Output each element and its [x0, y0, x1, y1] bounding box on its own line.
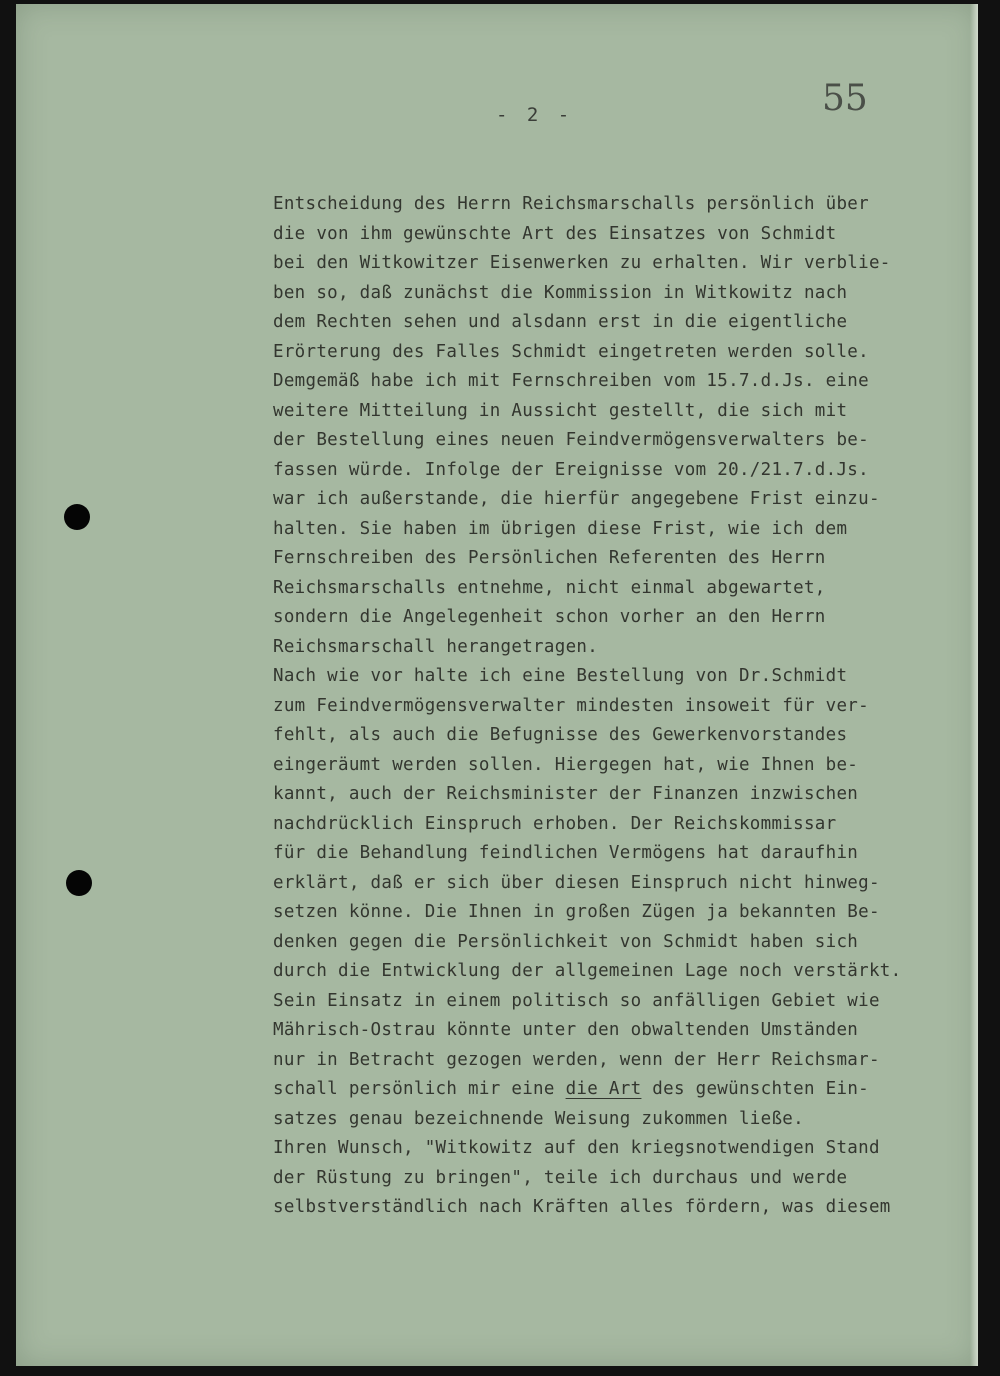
text-line-head: schall persönlich mir eine	[273, 1079, 566, 1099]
text-line: nur in Betracht gezogen werden, wenn der Herr Reichsmar-	[273, 1049, 880, 1070]
text-line: Ihren Wunsch, "Witkowitz auf den kriegsnotwendigen Stand	[273, 1138, 880, 1158]
text-line: Nach wie vor halte ich eine Bestellung von Dr.Schmidt	[273, 666, 848, 686]
text-line: halten. Sie haben im übrigen diese Frist, wie ich dem	[273, 518, 848, 539]
punch-hole	[66, 870, 92, 896]
text-line: fehlt, als auch die Befugnisse des Gewerkenvorstandes	[273, 725, 848, 745]
text-line: nachdrücklich Einspruch erhoben. Der Reichskommissar	[273, 813, 837, 834]
text-line: durch die Entwicklung der allgemeinen Lage noch verstärkt.	[273, 961, 902, 981]
text-line: Reichsmarschall herangetragen.	[273, 636, 599, 657]
text-line: denken gegen die Persönlichkeit von Schmidt haben sich	[273, 931, 859, 952]
text-line: kannt, auch der Reichsminister der Finanzen inzwischen	[273, 784, 859, 804]
text-line: Sein Einsatz in einem politisch so anfälligen Gebiet wie	[273, 990, 880, 1011]
text-line: Reichsmarschalls entnehme, nicht einmal abgewartet,	[273, 577, 826, 598]
text-line: erklärt, daß er sich über diesen Einspruch nicht hinweg-	[273, 872, 880, 893]
text-line: eingeräumt werden sollen. Hiergegen hat, wie Ihnen be-	[273, 754, 859, 775]
punch-hole	[64, 504, 90, 530]
document-page	[16, 4, 978, 1366]
text-line: dem Rechten sehen und alsdann erst in die eigentliche	[273, 312, 848, 332]
text-line: Erörterung des Falles Schmidt eingetreten werden solle.	[273, 341, 869, 362]
text-line: war ich außerstande, die hierfür angegebene Frist einzu-	[273, 489, 880, 509]
text-line: der Rüstung zu bringen", teile ich durchaus und werde	[273, 1167, 848, 1188]
text-line: weitere Mitteilung in Aussicht gestellt, die sich mit	[273, 400, 848, 421]
text-line: sondern die Angelegenheit schon vorher an den Herrn	[273, 607, 826, 627]
text-line: satzes genau bezeichnende Weisung zukommen ließe.	[273, 1108, 804, 1129]
text-line: ben so, daß zunächst die Kommission in Witkowitz nach	[273, 282, 848, 303]
text-line-tail: des gewünschten Ein-	[641, 1079, 869, 1099]
text-line: für die Behandlung feindlichen Vermögens hat daraufhin	[273, 843, 859, 863]
folio-number: 55	[822, 78, 868, 119]
text-line: Fernschreiben des Persönlichen Referenten des Herrn	[273, 548, 826, 568]
text-line: Demgemäß habe ich mit Fernschreiben vom 15.7.d.Js. eine	[273, 371, 869, 391]
text-line	[273, 1075, 993, 1105]
letter-body	[273, 190, 993, 1223]
page-number: - 2 -	[496, 104, 574, 126]
text-line: selbstverständlich nach Kräften alles fördern, was diesem	[273, 1197, 891, 1217]
text-line: der Bestellung eines neuen Feindvermögensverwalters be-	[273, 430, 869, 450]
text-line: die von ihm gewünschte Art des Einsatzes von Schmidt	[273, 223, 837, 244]
text-line: fassen würde. Infolge der Ereignisse vom 20./21.7.d.Js.	[273, 459, 869, 480]
text-line: zum Feindvermögensverwalter mindesten insoweit für ver-	[273, 695, 869, 716]
text-line: setzen könne. Die Ihnen in großen Zügen ja bekannten Be-	[273, 902, 880, 922]
text-line: Mährisch-Ostrau könnte unter den obwaltenden Umständen	[273, 1020, 859, 1040]
text-line: bei den Witkowitzer Eisenwerken zu erhalten. Wir verblie-	[273, 253, 891, 273]
underlined-phrase: die Art	[565, 1079, 642, 1099]
text-line: Entscheidung des Herrn Reichsmarschalls persönlich über	[273, 194, 869, 214]
